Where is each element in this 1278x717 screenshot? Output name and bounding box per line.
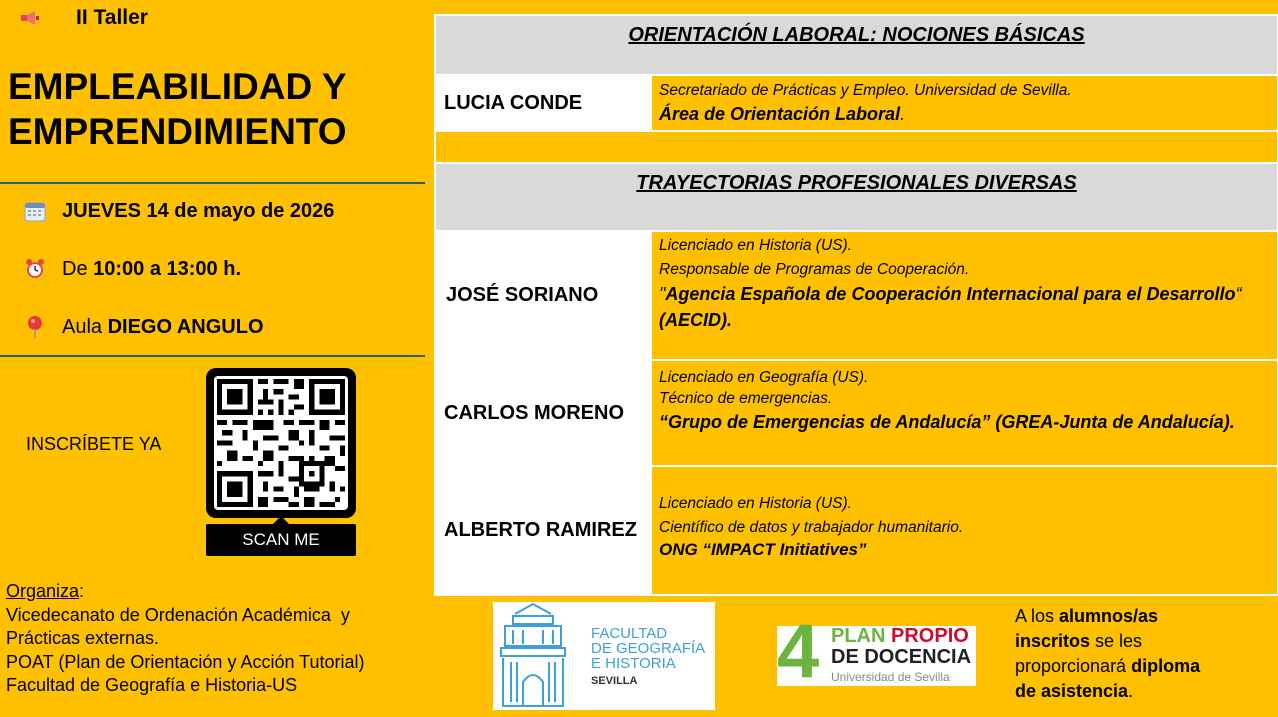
speaker-role: Técnico de emergencias. <box>659 390 833 407</box>
speaker-details <box>652 76 1277 130</box>
speaker-name: ALBERTO RAMIREZ <box>436 467 650 594</box>
speaker-role: Científico de datos y trabajador humanitario. <box>659 518 964 536</box>
faculty-logo-line: FACULTAD <box>591 625 668 642</box>
organizer-colon: : <box>79 581 85 601</box>
workshop-header <box>20 4 148 32</box>
event-date: JUEVES 14 de mayo de 2026 <box>62 199 335 222</box>
open-quote: " <box>659 284 666 304</box>
speaker-details <box>652 467 1277 594</box>
note-text: se les <box>1090 631 1143 651</box>
faculty-logo-line: SEVILLA <box>591 675 638 687</box>
speaker-degree: Licenciado en Historia (US). <box>659 237 852 254</box>
room-prefix: Aula <box>62 315 108 338</box>
qr-pointer <box>273 516 289 524</box>
organizer-line: Facultad de Geografía e Historia-US <box>6 675 298 695</box>
faculty-logo-line: E HISTORIA <box>591 655 676 672</box>
speaker-name: CARLOS MORENO <box>436 361 650 465</box>
speaker-organization-tail: . <box>900 103 906 124</box>
qr-code-pattern <box>217 379 345 507</box>
plan-propio-logo <box>777 609 976 694</box>
plan-logo-word: PROPIO <box>891 625 969 647</box>
qr-code[interactable] <box>206 368 358 556</box>
plan-logo-word: PLAN <box>831 625 886 647</box>
divider <box>0 182 425 184</box>
organizer-line: Vicedecanato de Ordenación Académica y <box>6 604 350 625</box>
close-quote: “ <box>1235 284 1242 304</box>
speaker-degree: Licenciado en Historia (US). <box>659 495 852 512</box>
plan-logo-number: 4 <box>777 609 820 694</box>
speaker-role: Responsable de Programas de Cooperación. <box>659 260 970 278</box>
time-prefix: De <box>62 257 94 280</box>
calendar-icon <box>22 198 48 224</box>
organizer-line: POAT (Plan de Orientación y Acción Tutorial) <box>6 651 365 672</box>
speaker-organization: ONG “IMPACT Initiatives” <box>659 540 867 559</box>
faculty-logo-line: DE GEOGRAFÍA <box>591 640 706 657</box>
note-bold: de asistencia <box>1015 681 1129 701</box>
section-header-trajectories: TRAYECTORIAS PROFESIONALES DIVERSAS <box>436 164 1277 230</box>
event-room: DIEGO ANGULO <box>107 315 264 338</box>
organizer-line: Prácticas externas. <box>6 628 160 648</box>
speaker-organization: Área de Orientación Laboral <box>659 103 901 124</box>
program-table <box>434 14 1278 596</box>
note-text: . <box>1128 681 1134 701</box>
page-title <box>8 64 418 154</box>
note-text: A los <box>1015 606 1060 626</box>
workshop-label: II Taller <box>76 6 148 29</box>
location-pin-icon <box>22 314 48 340</box>
speaker-organization: Agencia Española de Cooperación Internacional para el Desarrollo <box>665 284 1236 304</box>
title-line-2: EMPRENDIMIENTO <box>8 111 347 152</box>
organizer-heading: Organiza <box>6 581 80 601</box>
alarm-clock-icon <box>22 256 48 282</box>
speaker-degree: Licenciado en Geografía (US). <box>659 369 869 386</box>
speaker-details <box>652 232 1277 359</box>
speaker-affiliation: Secretariado de Prácticas y Empleo. Universidad de Sevilla. <box>659 82 1072 99</box>
speaker-name: LUCIA CONDE <box>436 76 650 130</box>
divider <box>0 355 425 357</box>
megaphone-icon <box>20 10 40 26</box>
event-time: 10:00 a 13:00 h. <box>93 257 241 280</box>
plan-logo-university: Universidad de Sevilla <box>831 670 950 684</box>
note-text: proporcionará <box>1015 656 1132 676</box>
room-row <box>22 314 264 340</box>
diploma-note <box>1015 604 1265 704</box>
speaker-name: JOSÉ SORIANO <box>436 232 650 359</box>
organizer-block <box>6 580 426 698</box>
signup-label: INSCRÍBETE YA <box>26 434 162 454</box>
note-bold: diploma <box>1131 656 1201 676</box>
plan-logo-line: DE DOCENCIA <box>831 646 972 668</box>
note-bold: inscritos <box>1015 631 1091 651</box>
title-line-1: EMPLEABILIDAD Y <box>8 66 347 107</box>
section-header-orientation: ORIENTACIÓN LABORAL: NOCIONES BÁSICAS <box>436 16 1277 74</box>
speaker-details <box>652 361 1277 465</box>
faculty-logo <box>493 602 715 710</box>
time-row <box>22 256 241 282</box>
scan-me-label: SCAN ME <box>206 524 356 556</box>
speaker-organization: “Grupo de Emergencias de Andalucía” (GREA-Junta de Andalucía). <box>659 412 1235 432</box>
date-row <box>22 198 334 224</box>
section-spacer <box>436 132 1277 162</box>
note-bold: alumnos/as <box>1059 606 1159 626</box>
speaker-organization-abbr: (AECID). <box>659 310 732 330</box>
